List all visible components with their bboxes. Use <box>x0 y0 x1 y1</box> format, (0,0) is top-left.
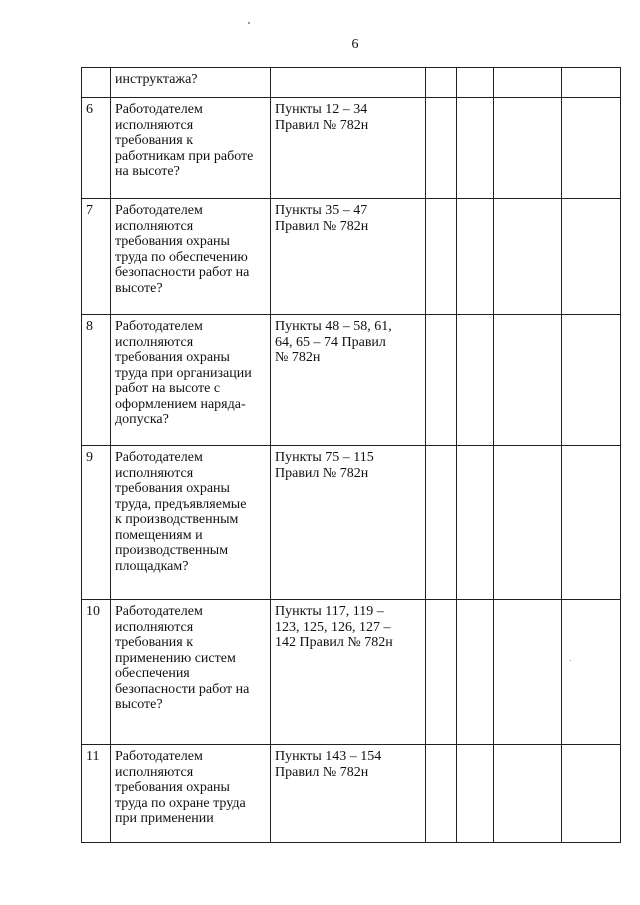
row-number <box>82 68 111 98</box>
reference-cell: Пункты 117, 119 – 123, 125, 126, 127 – 142 Правил № 782н <box>271 600 426 745</box>
answer-cell-na <box>494 199 562 315</box>
row-number: 11 <box>82 745 111 843</box>
row-number: 6 <box>82 98 111 199</box>
note-cell <box>562 315 621 446</box>
question-cell: Работодателем исполняются требования к применению систем обеспечения безопасности работ на высоте? <box>111 600 271 745</box>
answer-cell-yes <box>426 446 457 600</box>
answer-cell-yes <box>426 98 457 199</box>
question-cell: Работодателем исполняются требования охраны труда по охране труда при применении <box>111 745 271 843</box>
reference-cell: Пункты 48 – 58, 61, 64, 65 – 74 Правил № 782н <box>271 315 426 446</box>
answer-cell-na <box>494 98 562 199</box>
answer-cell-no <box>457 446 494 600</box>
reference-cell: Пункты 75 – 115 Правил № 782н <box>271 446 426 600</box>
answer-cell-yes <box>426 68 457 98</box>
answer-cell-na <box>494 446 562 600</box>
question-cell: Работодателем исполняются требования охраны труда при организации работ на высоте с оформлением наряда- допуска? <box>111 315 271 446</box>
table-row <box>82 446 621 600</box>
question-cell: Работодателем исполняются требования охраны труда по обеспечению безопасности работ на высоте? <box>111 199 271 315</box>
question-cell: инструктажа? <box>111 68 271 98</box>
question-cell: Работодателем исполняются требования охраны труда, предъявляемые к производственным помещениям и производственным площадкам? <box>111 446 271 600</box>
answer-cell-yes <box>426 199 457 315</box>
note-cell <box>562 600 621 745</box>
reference-cell: Пункты 35 – 47 Правил № 782н <box>271 199 426 315</box>
answer-cell-no <box>457 98 494 199</box>
reference-cell: Пункты 12 – 34 Правил № 782н <box>271 98 426 199</box>
checklist-table <box>81 67 621 843</box>
row-number: 10 <box>82 600 111 745</box>
answer-cell-no <box>457 68 494 98</box>
answer-cell-no <box>457 745 494 843</box>
reference-cell <box>271 68 426 98</box>
table-row <box>82 600 621 745</box>
answer-cell-yes <box>426 600 457 745</box>
table-row <box>82 315 621 446</box>
page-number: 6 <box>351 37 359 52</box>
answer-cell-yes <box>426 315 457 446</box>
note-cell <box>562 446 621 600</box>
note-cell <box>562 98 621 199</box>
row-number: 7 <box>82 199 111 315</box>
answer-cell-no <box>457 600 494 745</box>
table-row <box>82 98 621 199</box>
answer-cell-na <box>494 745 562 843</box>
answer-cell-na <box>494 315 562 446</box>
answer-cell-na <box>494 600 562 745</box>
scan-speck <box>248 22 250 24</box>
note-cell <box>562 745 621 843</box>
note-cell <box>562 199 621 315</box>
answer-cell-yes <box>426 745 457 843</box>
answer-cell-no <box>457 315 494 446</box>
table-row <box>82 199 621 315</box>
table-row <box>82 745 621 843</box>
question-cell: Работодателем исполняются требования к работникам при работе на высоте? <box>111 98 271 199</box>
answer-cell-no <box>457 199 494 315</box>
note-cell <box>562 68 621 98</box>
reference-cell: Пункты 143 – 154 Правил № 782н <box>271 745 426 843</box>
row-number: 8 <box>82 315 111 446</box>
row-number: 9 <box>82 446 111 600</box>
answer-cell-na <box>494 68 562 98</box>
table-row <box>82 68 621 98</box>
